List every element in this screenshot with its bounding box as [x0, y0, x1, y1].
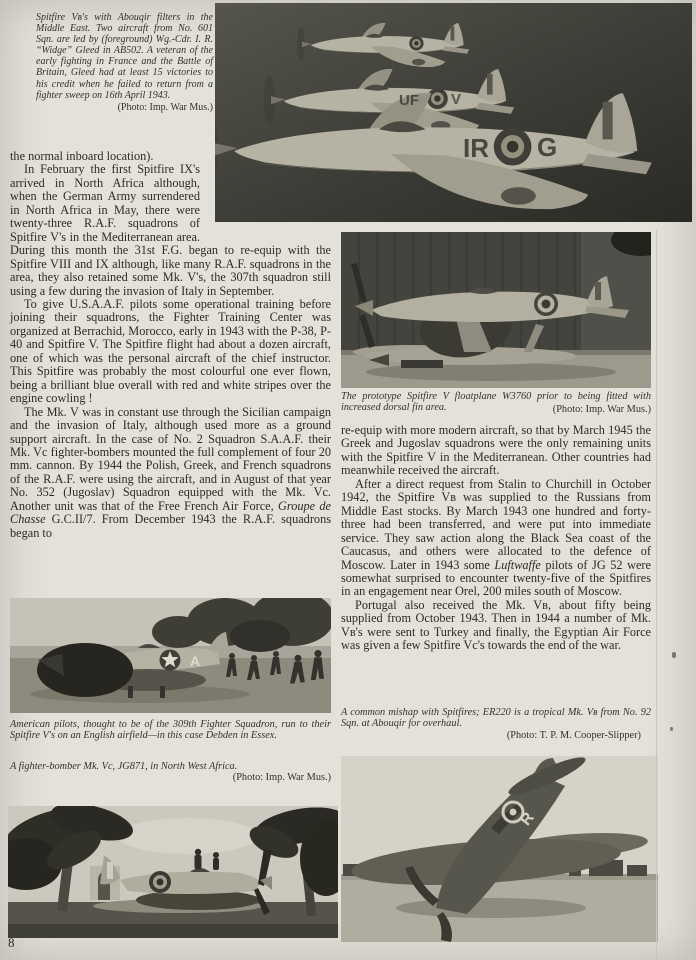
paragraph: the normal inboard location).: [10, 149, 154, 163]
page-edge-rule: [656, 230, 657, 960]
paragraph: [341, 478, 651, 599]
caption-mishap-text: A common mishap with Spitfires; ER220 is a tropical Mk. Vʙ from No. 92 Sqn. at Abouqir for overhaul.: [341, 707, 651, 730]
code-middle-right: V: [451, 91, 462, 108]
caption-pilots: [10, 719, 331, 742]
paragraph-italic-text: Luftwaffe: [494, 557, 541, 572]
caption-floatplane-text: The prototype Spitfire V floatplane W3760 prior to being fitted with increased dorsal fin area.: [341, 391, 651, 414]
caption-jg871-credit: (Photo: Imp. War Mus.): [232, 772, 331, 784]
scan-speck: [672, 652, 676, 658]
paragraph-text: G.C.II/7. From December 1943 the R.A.F. squadrons began to: [10, 512, 331, 540]
right-column-text: [341, 424, 651, 653]
photo-jg871-palms: [8, 806, 338, 938]
caption-formation: [36, 12, 213, 113]
engine-prop-mass: [37, 643, 133, 697]
caption-floatplane-credit: (Photo: Imp. War Mus.): [552, 403, 651, 415]
paragraph: [10, 406, 331, 541]
scan-speck: [670, 727, 673, 731]
code-lead-left: IR: [463, 133, 489, 163]
beaching-trolley: [401, 360, 443, 368]
paragraph: In February the first Spitfire IX's arrived in North Africa although, when the German Army surrendered in North Africa in May, there were twenty-three R.A.F. squadrons of Spitfire V's in the Mediterranean area. During this month the 31st F.G. began to re-equip with the Spitfire VIII and IX although, like many R.A.F. squadrons in the area, they also retained some Mk. V's, the 307th squadron still using a few during the invasion of Italy in September.: [10, 162, 331, 298]
photo-american-pilots: [10, 598, 331, 713]
caption-formation-text: Spitfire Vʙ's with Abouqir filters in the Middle East. Two aircraft from No. 601 Sqn. are led by (foreground) Wg.-Cdr. I. R. “Widge” Gleed in AB502. A veteran of the early fighting in France and the Battle of Britain, Gleed had at least 15 victories to his credit when he failed to return from a fighter sweep on 16th April 1943.: [36, 12, 213, 101]
left-column-text: [10, 150, 331, 540]
floatplane-photo-art: [341, 232, 651, 388]
paragraph-text: The Mk. V was in constant use through the Sicilian campaign and the invasion of Italy, although used more as a ground support aircraft. In the case of No. 2 Squadron S.A.A.F. their Mk. Vc fighter-bombers mounted the full complement of four 20 mm. cannon. By 1944 the Polish, Greek, and French squadrons of the R.A.F. were using the aircraft, and in August of that year No. 352 (Jugoslav) Squadron equipped with the Mk. Vc. Another unit was that of the Free French Air Force,: [10, 404, 331, 513]
pilots-photo-art: [10, 598, 331, 713]
photo-wrap-spacer: [200, 150, 331, 241]
paragraph-italic-text: Groupe de Chasse: [10, 498, 331, 527]
paragraph-text: pilots of JG 52 were somewhat surprised to encounter twenty-five of the Spitfires in an engagement near Orel, 200 miles south of Moscow.: [341, 557, 651, 599]
paragraph-text: After a direct request from Stalin to Churchill in October 1942, the Spitfire Vʙ was supplied to the Russians from Middle East stocks. By March 1943 one hundred and forty-three had been transferred, and were put into immediate service. They saw action along the Black Sea coast of the Caucasus, and others were allocated to the defence of Moscow. Later in 1943 some: [341, 476, 651, 572]
code-middle-left: UF: [399, 92, 419, 109]
caption-formation-credit: (Photo: Imp. War Mus.): [117, 101, 213, 113]
caption-floatplane: [341, 391, 651, 415]
fuselage-code: R: [517, 809, 538, 830]
photo-spitfire-floatplane: [341, 232, 651, 388]
fuselage-letter: A: [190, 653, 201, 669]
caption-mishap: [341, 707, 651, 741]
photo-spitfire-mishap: [341, 756, 658, 942]
caption-mishap-credit: (Photo: T. P. M. Cooper-Slipper): [506, 729, 641, 741]
caption-jg871-text: A fighter-bomber Mk. Vc, JG871, in North West Africa.: [10, 761, 238, 772]
caption-jg871: [10, 761, 331, 784]
palms-photo-art: [8, 806, 338, 938]
paragraph: Portugal also received the Mk. Vʙ, about fifty being supplied from October 1943. Then in 1944 a number of Mk. Vʙ's were sent to Turkey and finally, the Egyptian Air Force was given a few Spitfire Vc's towards the end of the war.: [341, 597, 651, 653]
mishap-photo-art: [341, 756, 658, 942]
caption-pilots-text: American pilots, thought to be of the 309th Fighter Squadron, run to their Spitfire V's on an English airfield—in this case Debden in Essex.: [10, 719, 331, 742]
paragraph: To give U.S.A.A.F. pilots some operational training before joining their squadrons, the Fighter Training Center was organized at Berrachid, Morocco, early in 1943 with the P-38, P-40 and Spitfire V. The Spitfire flight had about a dozen aircraft, one of which was the personal aircraft of the chief instructor. This Spitfire was probably the most colourful one ever flown, being a brilliant blue overall with red and white stripes over the engine cowling !: [10, 296, 331, 406]
paragraph: re-equip with more modern aircraft, so that by March 1945 the Greek and Jugoslav squadrons were the only remaining units with the Spitfire V in the Mediterranean. Other countries had meanwhile received the aircraft.: [341, 423, 651, 478]
code-lead-right: G: [537, 132, 558, 162]
page-number: 8: [8, 935, 15, 950]
